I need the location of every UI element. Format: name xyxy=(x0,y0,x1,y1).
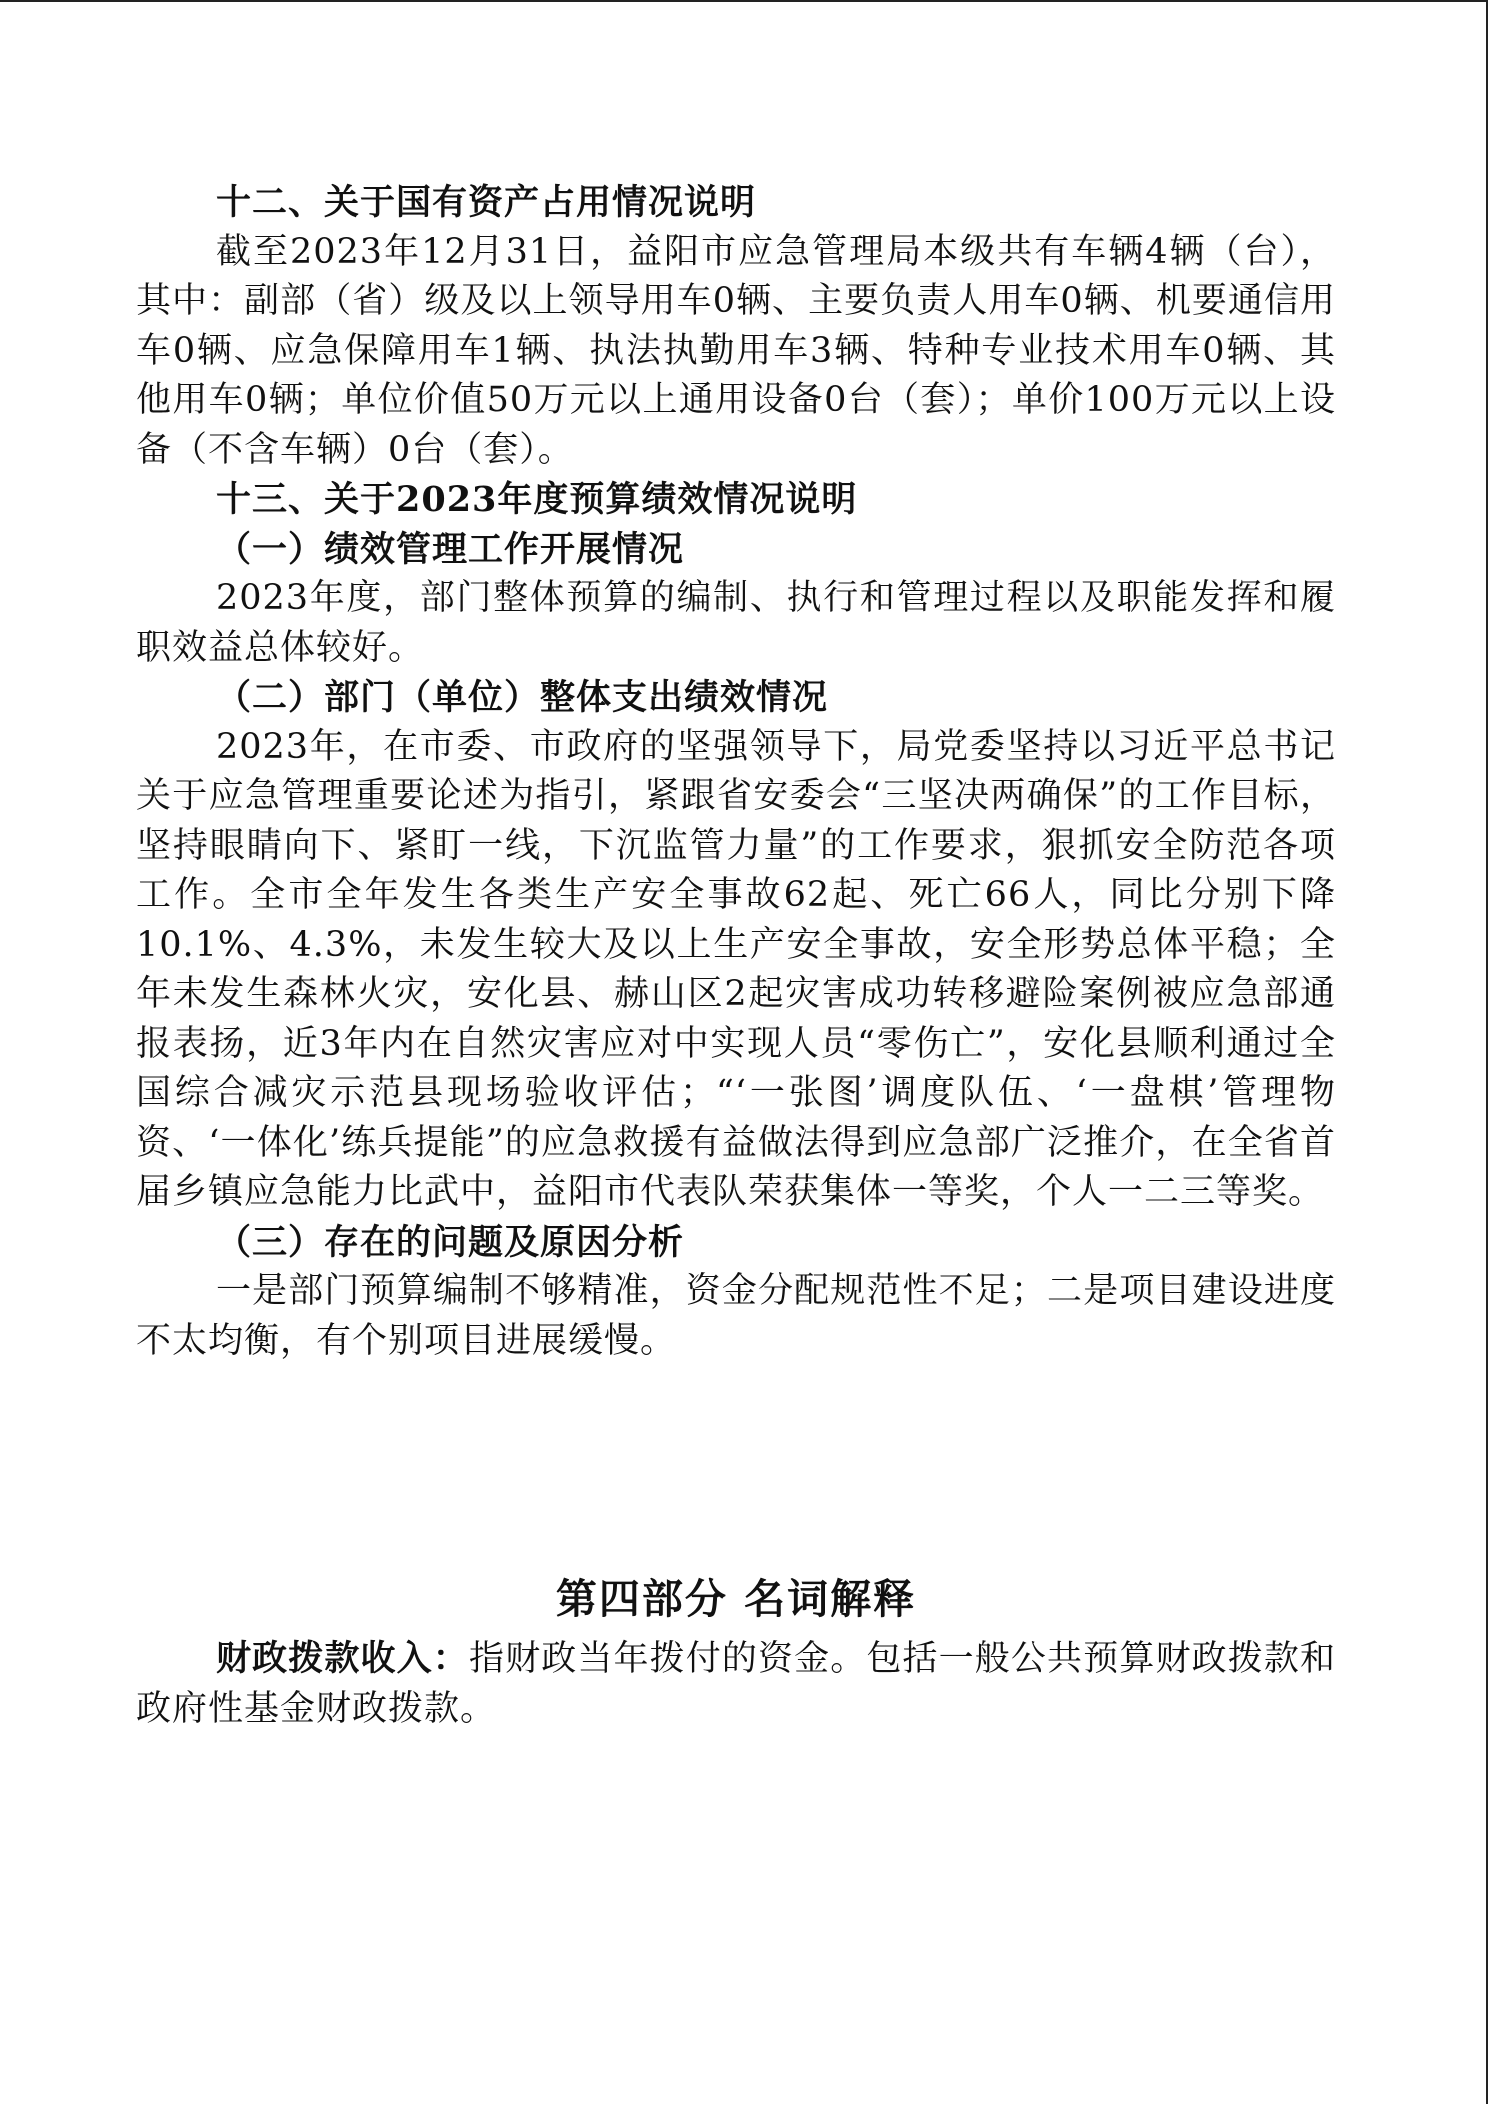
section-12-heading: 十二、关于国有资产占用情况说明 xyxy=(216,182,757,223)
term-definition: 指财政当年拨付的资金。包括一般公共预算财政拨款和政府性基金财政拨款。 xyxy=(136,1639,1336,1729)
term-definition-paragraph xyxy=(136,1634,1336,1734)
section-13-sub1-body: 2023年度，部门整体预算的编制、执行和管理过程以及职能发挥和履职效益总体较好。 xyxy=(136,578,1336,668)
section-13-sub2-heading: （二）部门（单位）整体支出绩效情况 xyxy=(216,677,829,718)
section-12-body: 截至2023年12月31日，益阳市应急管理局本级共有车辆4辆（台），其中：副部（省）级及以上领导用车0辆、主要负责人用车0辆、机要通信用车0辆、应急保障用车1辆、执法执勤用车3辆、特种专业技术用车0辆、其他用车0辆；单位价值50万元以上通用设备0台（套）；单价100万元以上设备（不含车辆）0台（套）。 xyxy=(136,231,1336,470)
section-gap xyxy=(136,1366,1336,1564)
section-13-sub2-body: 2023年，在市委、市政府的坚强领导下，局党委坚持以习近平总书记关于应急管理重要论述为指引，紧跟省安委会“三坚决两确保”的工作目标，坚持眼睛向下、紧盯一线，下沉监管力量”的工作要求，狠抓安全防范各项工作。全市全年发生各类生产安全事故62起、死亡66人，同比分别下降10.1%、4.3%，未发生较大及以上生产安全事故，安全形势总体平稳；全年未发生森林火灾，安化县、赫山区2起灾害成功转移避险案例被应急部通报表扬，近3年内在自然灾害应对中实现人员“零伤亡”，安化县顺利通过全国综合减灾示范县现场验收评估；“‘一张图’调度队伍、‘一盘棋’管理物资、‘一体化’练兵提能”的应急救援有益做法得到应急部广泛推介，在全省首届乡镇应急能力比武中，益阳市代表队荣获集体一等奖，个人一二三等奖。 xyxy=(136,726,1336,1212)
section-13-sub1-heading: （一）绩效管理工作开展情况 xyxy=(216,528,685,570)
section-13-sub3-body: 一是部门预算编制不够精准，资金分配规范性不足；二是项目建设进度不太均衡，有个别项目进展缓慢。 xyxy=(136,1271,1336,1361)
part-4-title: 第四部分 名词解释 xyxy=(555,1575,917,1623)
term-label: 财政拨款收入： xyxy=(216,1638,469,1679)
section-13-heading: 十三、关于2023年度预算绩效情况说明 xyxy=(216,479,858,520)
section-13-sub3-heading: （三）存在的问题及原因分析 xyxy=(216,1221,685,1263)
document-content xyxy=(136,178,1336,1734)
